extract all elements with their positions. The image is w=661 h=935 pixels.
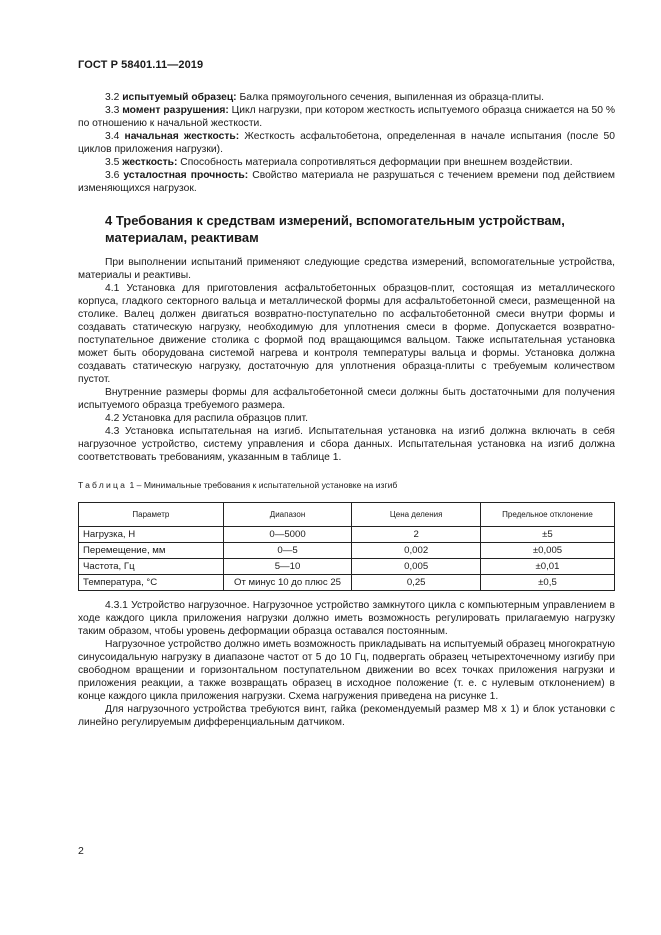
- paragraph: Для нагрузочного устройства требуются винт, гайка (рекомендуемый размер М8 х 1) и блок установки с линейно регулируемым дифференциальным датчиком.: [78, 704, 615, 728]
- table-cell: ±0,5: [480, 575, 614, 591]
- section-title: 4 Требования к средствам измерений, вспомогательным устройствам, материалам, реактивам: [105, 213, 565, 245]
- column-header: Предельное отклонение: [480, 503, 614, 527]
- table-row: [79, 559, 615, 575]
- table-cell: ±0,01: [480, 559, 614, 575]
- paragraph: Нагрузочное устройство должно иметь возможность прикладывать на испытуемый образец многократную синусоидальную нагрузку в диапазоне частот от 5 до 10 Гц, подвергать образец четырехточечному изгибу при свободном вращении и горизонтальном поступательном движении во всех точках приложения нагрузки и приложения реакции, а также возвращать образец в исходное положение (т. е. с нулевым отклонением) в конце каждого цикла приложения нагрузки. Схема нагружения приведена на рисунке 1.: [78, 639, 615, 702]
- paragraph: 4.3.1 Устройство нагрузочное. Нагрузочное устройство замкнутого цикла с компьютерным управлением в ходе каждого цикла приложения нагрузки должно иметь возможность регулировать прилагаемую нагрузку таким образом, чтобы уровень деформации образца оставался постоянным.: [78, 600, 615, 637]
- page-number: 2: [78, 845, 84, 857]
- table-cell: 2: [352, 527, 481, 543]
- column-header: Диапазон: [223, 503, 352, 527]
- definition-item: 3.5 жесткость: Способность материала сопротивляться деформации при внешнем воздействии.: [105, 157, 573, 168]
- table-cell: ±5: [480, 527, 614, 543]
- table-cell: 0,25: [352, 575, 481, 591]
- column-header: Параметр: [79, 503, 224, 527]
- table-header-row: [79, 503, 615, 527]
- table-row: [79, 575, 615, 591]
- table-cell: Нагрузка, Н: [79, 527, 224, 543]
- paragraph: Внутренние размеры формы для асфальтобетонной смеси должны быть достаточными для получения испытуемого образца требуемого размера.: [78, 387, 615, 411]
- table-cell: 0—5000: [223, 527, 352, 543]
- definition-item: 3.4 начальная жесткость: Жесткость асфальтобетона, определенная в начале испытания (после 50 циклов приложения нагрузки).: [78, 131, 615, 155]
- definitions-block: [78, 91, 615, 195]
- after-table-body: [78, 599, 615, 729]
- column-header: Цена деления: [352, 503, 481, 527]
- paragraph: При выполнении испытаний применяют следующие средства измерений, вспомогательные устройства, материалы и реактивы.: [78, 257, 615, 281]
- paragraph: 4.3 Установка испытательная на изгиб. Испытательная установка на изгиб должна включать в себя нагрузочное устройство, систему управления и сбора данных. Испытательная установка на изгиб должна соответствовать требованиям, указанным в таблице 1.: [78, 426, 615, 463]
- paragraph: 4.1 Установка для приготовления асфальтобетонных образцов-плит, состоящая из металлического корпуса, гладкого секторного вальца и металлической формы для асфальтобетонной смеси, размещенной на столике. Валец должен двигаться возвратно-поступательно по асфальтобетонной смеси внутри формы и создавать статическую нагрузку, необходимую для уплотнения смеси в форме. Допускается возвратно-поступательное движение столика с формой под вращающимся вальцом. Также испытательная установка может быть оборудована системой нагрева и контроля температуры вальца и формы. Установка должна создавать статическую нагрузку, достаточную для уплотнения образца-плиты с требуемым количеством пустот.: [78, 283, 615, 385]
- table-cell: От минус 10 до плюс 25: [223, 575, 352, 591]
- definition-item: 3.3 момент разрушения: Цикл нагрузки, при котором жесткость испытуемого образца снижается на 50 % по отношению к начальной жесткости.: [78, 105, 615, 129]
- table-row: [79, 543, 615, 559]
- table-cell: Перемещение, мм: [79, 543, 224, 559]
- section-body: [78, 256, 615, 464]
- requirements-table: [78, 502, 615, 591]
- table-cell: Температура, °С: [79, 575, 224, 591]
- paragraph: 4.2 Установка для распила образцов плит.: [105, 413, 308, 424]
- table-cell: 0,005: [352, 559, 481, 575]
- table-cell: Частота, Гц: [79, 559, 224, 575]
- table-row: [79, 527, 615, 543]
- table-cell: 0,002: [352, 543, 481, 559]
- table-cell: 5—10: [223, 559, 352, 575]
- definition-item: 3.6 усталостная прочность: Свойство материала не разрушаться с течением времени под действием изменяющихся нагрузок.: [78, 170, 615, 194]
- document-header: ГОСТ Р 58401.11—2019: [78, 59, 204, 71]
- table-cell: 0—5: [223, 543, 352, 559]
- definition-item: 3.2 испытуемый образец: Балка прямоугольного сечения, выпиленная из образца-плиты.: [105, 92, 545, 103]
- table-cell: ±0,005: [480, 543, 614, 559]
- table-caption: Таблица 1 – Минимальные требования к испытательной установке на изгиб: [78, 480, 398, 490]
